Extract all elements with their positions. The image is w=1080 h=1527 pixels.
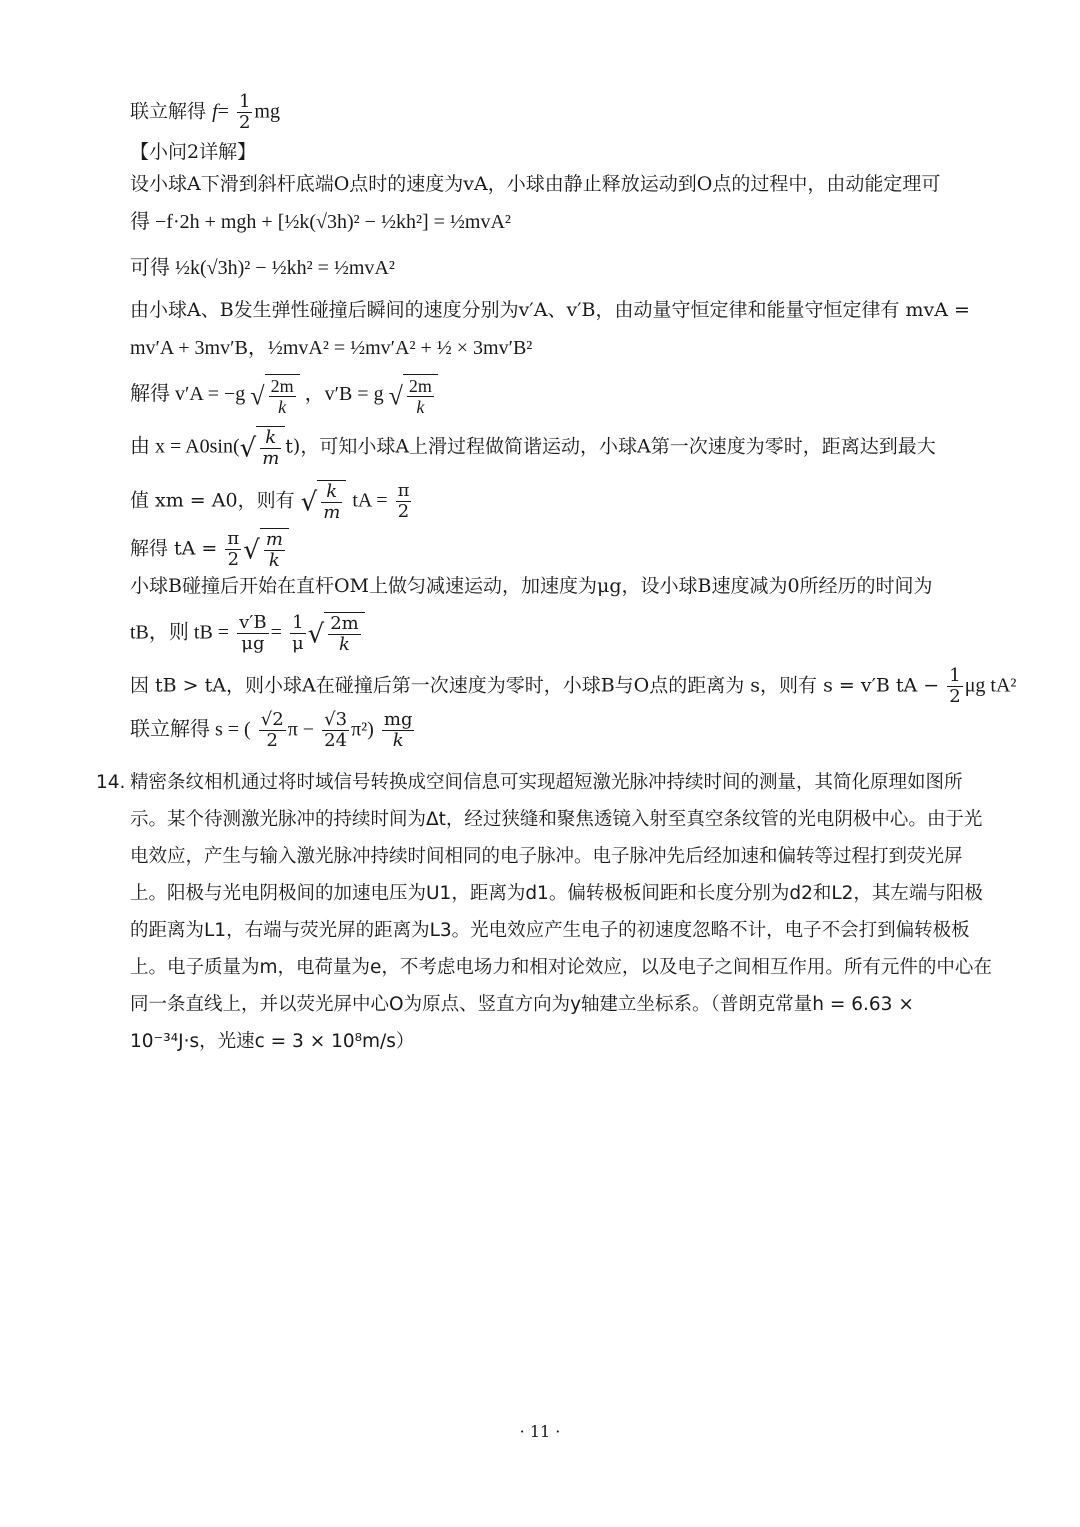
radicand <box>256 426 285 469</box>
sqrt2-over-2 <box>259 710 286 751</box>
solution-line-5: 可得 ½k(√3h)² − ½kh² = ½mvA² <box>130 257 395 279</box>
distance-text: 因 tB > tA，则小球A在碰撞后第一次速度为零时，小球B与O点的距离为 s，则有 s = v′B tA − <box>130 674 940 697</box>
mg-over-k <box>382 710 415 751</box>
s-eq: 联立解得 s = ( <box>130 718 251 741</box>
solution-line-6: 由小球A、B发生弹性碰撞后瞬间的速度分别为v′A、v′B，由动量守恒定律和能量守恒定律有 mvA = <box>130 299 970 321</box>
frac-num: m <box>265 529 283 550</box>
frac-den: 2 <box>397 501 410 522</box>
solve-tA: 解得 tA = <box>130 537 218 560</box>
pi-squared: π²) <box>351 718 374 741</box>
frac-num: 1 <box>949 665 961 686</box>
frac <box>407 376 434 417</box>
question-14-text: 精密条纹相机通过将时域信号转换成空间信息可实现超短激光脉冲持续时间的测量，其简化原理如图所示。某个待测激光脉冲的持续时间为Δt，经过狭缝和聚焦透镜入射至真空条纹管的光电阴极中心。由于光电效应，产生与输入激光脉冲持续时间相同的电子脉冲。电子脉冲先后经加速和偏转等过程打到荧光屏上。阳极与光电阴极间的加速电压为U1，距离为d1。偏转极板间距和长度分别为d2和L2，其左端与阳极的距离为L1，右端与荧光屏的距离为L3。光电效应产生电子的初速度忽略不计，电子不会打到偏转极板上。电子质量为m，电荷量为e，不考虑电场力和相对论效应，以及电子之间相互作用。所有元件的中心在同一条直线上，并以荧光屏中心O为原点、竖直方向为y轴建立坐标系。（普朗克常量h = 6.63 × 10⁻³⁴J·s，光速c = 3 × 10⁸m/s） <box>130 772 992 1052</box>
sqrt-2m-over-k-b <box>389 374 438 417</box>
frac-num: √3 <box>324 709 348 730</box>
radicand <box>265 374 300 417</box>
text-combined-solve: 联立解得 <box>130 100 207 123</box>
sqrt-sign: √ <box>388 381 403 411</box>
sqrt3-over-24 <box>322 710 349 751</box>
solve-vA: 解得 v′A = −g <box>130 383 246 406</box>
sqrt-2m-over-k-a <box>250 374 299 417</box>
frac-num: √2 <box>260 709 284 730</box>
frac-num: π <box>397 480 410 501</box>
sqrt-k-over-m-2 <box>301 480 347 523</box>
frac-num: 2m <box>270 376 294 396</box>
var-f: f <box>212 100 218 123</box>
sqrt-2m-over-k-c <box>308 612 365 655</box>
solve-vB: ，v′B = g <box>304 383 384 406</box>
frac <box>328 614 361 655</box>
equals: = <box>217 100 229 123</box>
mug-tA2: μg tA² <box>964 674 1017 697</box>
solution-line-14 <box>130 666 1016 707</box>
sqrt-k-over-m <box>240 426 286 469</box>
frac-den: 2 <box>238 112 251 133</box>
solution-line-10 <box>130 480 413 523</box>
frac-den: μ <box>291 633 304 654</box>
solution-line-12: 小球B碰撞后开始在直杆OM上做匀减速运动，加速度为μg，设小球B速度减为0所经历的时间为 <box>130 575 933 597</box>
one-over-mu <box>290 613 306 654</box>
frac-den: 24 <box>324 730 348 751</box>
sub-question-2-heading: 【小问2详解】 <box>130 141 257 163</box>
sqrt-sign: √ <box>239 433 257 464</box>
mg: mg <box>254 100 280 123</box>
max-value-text: 值 xm = A0，则有 <box>130 489 295 512</box>
half <box>947 666 962 707</box>
frac <box>260 428 281 469</box>
question-number: 14. <box>96 772 126 793</box>
page-number: · 11 · <box>519 1422 561 1441</box>
pi-over-2-b <box>225 529 241 570</box>
solution-line-1 <box>130 92 280 133</box>
frac-num: 1 <box>290 613 306 634</box>
pi-minus: π − <box>287 718 315 741</box>
frac-den: k <box>339 634 350 655</box>
solution-line-15 <box>130 710 416 751</box>
solution-line-9 <box>130 426 936 469</box>
frac-den: μg <box>241 633 265 654</box>
question-14 <box>96 764 996 1060</box>
frac-num: mg <box>383 709 413 730</box>
frac-num: 2m <box>408 376 432 396</box>
frac-num: 2m <box>330 613 359 634</box>
tB-eq: tB，则 tB = <box>130 621 230 644</box>
frac <box>269 376 296 417</box>
frac-num: 1 <box>238 91 251 112</box>
radicand <box>324 612 365 655</box>
frac-den: k <box>416 397 425 417</box>
fraction-half <box>237 92 252 133</box>
solution-line-3: 设小球A下滑到斜杆底端O点时的速度为vA，小球由静止释放运动到O点的过程中，由动能定理可 <box>130 173 941 195</box>
equals: = <box>270 621 282 644</box>
frac-num: k <box>321 482 342 503</box>
frac-num: k <box>260 428 281 449</box>
frac-den: 2 <box>266 730 278 751</box>
frac-den: k <box>268 550 280 571</box>
radicand <box>260 528 289 571</box>
sqrt-sign: √ <box>250 381 265 411</box>
tA-eq: tA = <box>352 489 388 512</box>
solution-line-13 <box>130 612 365 655</box>
sqrt-m-over-k <box>243 528 289 571</box>
frac <box>321 482 342 523</box>
solution-line-7: mv′A + 3mv′B，½mvA² = ½mv′A² + ½ × 3mv′B² <box>130 337 533 359</box>
vB-over-mug <box>237 613 268 654</box>
frac-den: 2 <box>949 686 961 707</box>
frac <box>264 530 285 571</box>
solution-line-8 <box>130 374 438 417</box>
frac-den: m <box>323 502 341 523</box>
x-equation: 由 x = A0sin( <box>130 435 240 458</box>
frac-den: k <box>392 730 404 751</box>
solution-line-11 <box>130 528 289 571</box>
sqrt-sign: √ <box>307 619 325 650</box>
frac-num: π <box>227 528 240 549</box>
pi-over-2 <box>396 481 412 522</box>
radicand <box>317 480 346 523</box>
radicand <box>403 374 438 417</box>
frac-den: k <box>278 397 287 417</box>
sqrt-sign: √ <box>300 487 318 518</box>
frac-den: 2 <box>227 549 240 570</box>
solution-line-4: 得 −f·2h + mgh + [½k(√3h)² − ½kh²] = ½mvA² <box>130 211 511 233</box>
shm-text: t)，可知小球A上滑过程做简谐运动，小球A第一次速度为零时，距离达到最大 <box>285 435 936 458</box>
sqrt-sign: √ <box>243 535 260 566</box>
frac-num: v′B <box>239 612 267 633</box>
frac-den: m <box>262 448 280 469</box>
